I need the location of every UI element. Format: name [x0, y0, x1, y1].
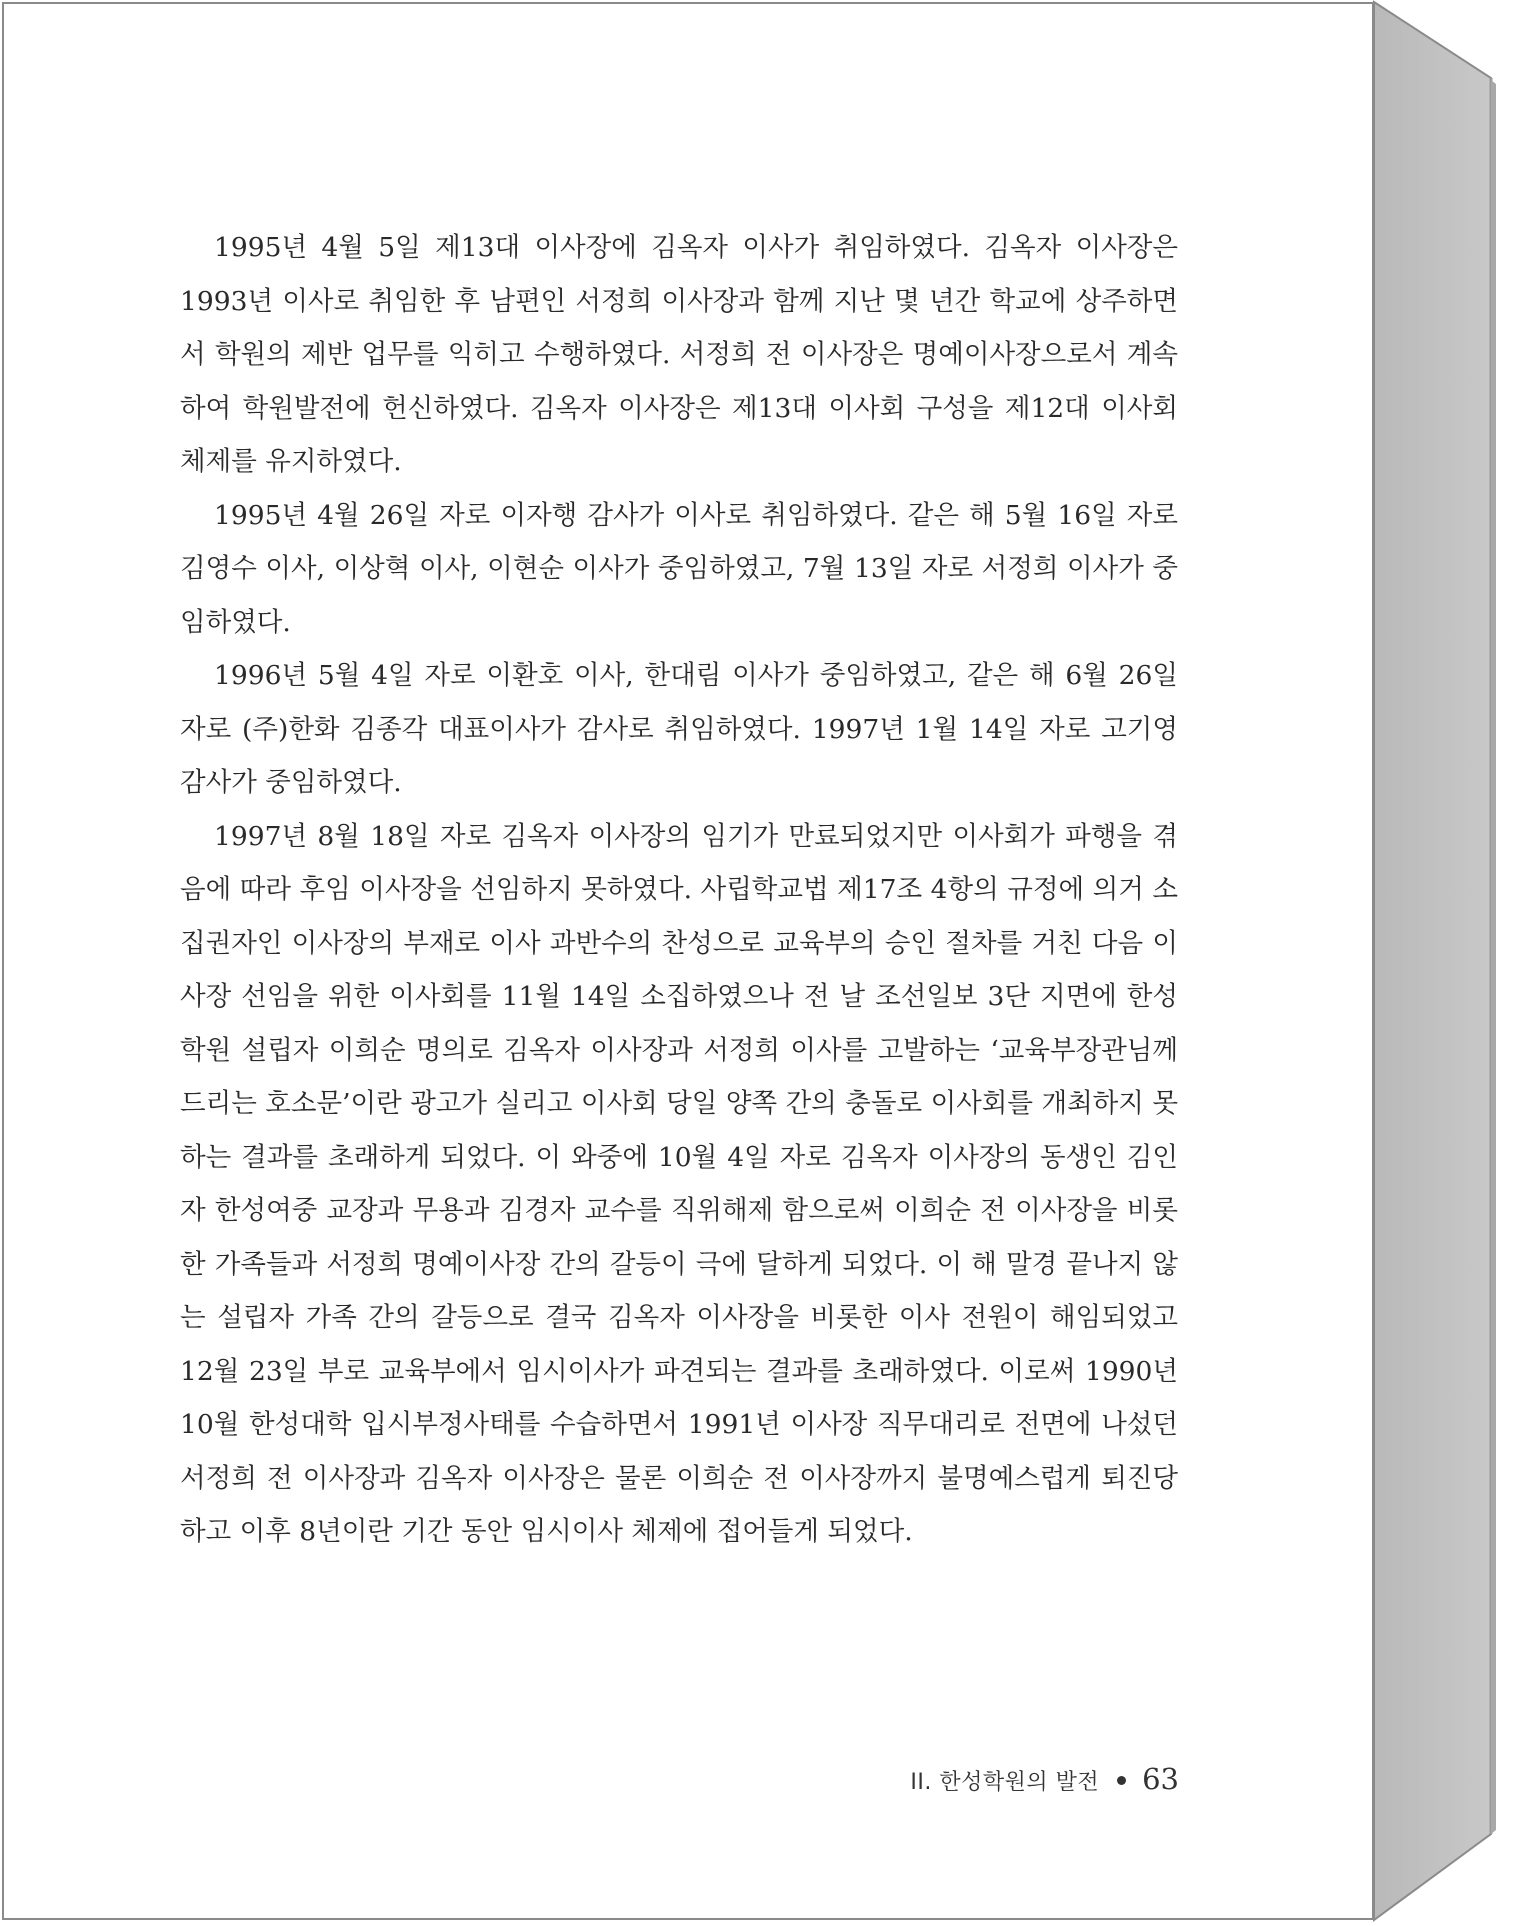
paragraph-4: 1997년 8월 18일 자로 김옥자 이사장의 임기가 만료되었지만 이사회가 파행을 겪음에 따라 후임 이사장을 선임하지 못하였다. 사립학교법 제17조 4항의 규정에 의거 소집권자인 이사장의 부재로 이사 과반수의 찬성으로 교육부의 승인 절차를 거친 다음 이사장 선임을 위한 이사회를 11월 14일 소집하였으나 전 날 조선일보 3단 지면에 한성학원 설립자 이희순 명의로 김옥자 이사장과 서정희 이사를 고발하는 ‘교육부장관님께 드리는 호소문’이란 광고가 실리고 이사회 당일 양쪽 간의 충돌로 이사회를 개최하지 못하는 결과를 초래하게 되었다. 이 와중에 10월 4일 자로 김옥자 이사장의 동생인 김인자 한성여중 교장과 무용과 김경자 교수를 직위해제 함으로써 이희순 전 이사장을 비롯한 가족들과 서정희 명예이사장 간의 갈등이 극에 달하게 되었다. 이 해 말경 끝나지 않는 설립자 가족 간의 갈등으로 결국 김옥자 이사장을 비롯한 이사 전원이 해임되었고 12월 23일 부로 교육부에서 임시이사가 파견되는 결과를 초래하였다. 이로써 1990년 10월 한성대학 입시부정사태를 수습하면서 1991년 이사장 직무대리로 전면에 나섰던 서정희 전 이사장과 김옥자 이사장은 물론 이희순 전 이사장까지 불명예스럽게 퇴진당하고 이후 8년이란 기간 동안 임시이사 체제에 접어들게 되었다.	[180, 820, 1178, 1547]
page-number: 63	[1142, 1762, 1179, 1796]
paragraph-2: 1995년 4월 26일 자로 이자행 감사가 이사로 취임하였다. 같은 해 5월 16일 자로 김영수 이사, 이상혁 이사, 이현순 이사가 중임하였고, 7월 13일 자로 서정희 이사가 중임하였다.	[180, 499, 1178, 638]
chapter-title: II. 한성학원의 발전	[910, 1770, 1100, 1795]
running-footer	[910, 1762, 1179, 1796]
paragraph-1: 1995년 4월 5일 제13대 이사장에 김옥자 이사가 취임하였다. 김옥자 이사장은 1993년 이사로 취임한 후 남편인 서정희 이사장과 함께 지난 몇 년간 학교에 상주하면서 학원의 제반 업무를 익히고 수행하였다. 서정희 전 이사장은 명예이사장으로서 계속하여 학원발전에 헌신하였다. 김옥자 이사장은 제13대 이사회 구성을 제12대 이사회 체제를 유지하였다.	[180, 232, 1178, 477]
bullet-separator-icon	[1117, 1776, 1126, 1785]
paragraph-3: 1996년 5월 4일 자로 이환호 이사, 한대림 이사가 중임하였고, 같은 해 6월 26일 자로 (주)한화 김종각 대표이사가 감사로 취임하였다. 1997년 1월 14일 자로 고기영 감사가 중임하였다.	[180, 660, 1178, 798]
body-text	[180, 221, 1178, 1559]
book-side-face	[1374, 2, 1491, 1920]
